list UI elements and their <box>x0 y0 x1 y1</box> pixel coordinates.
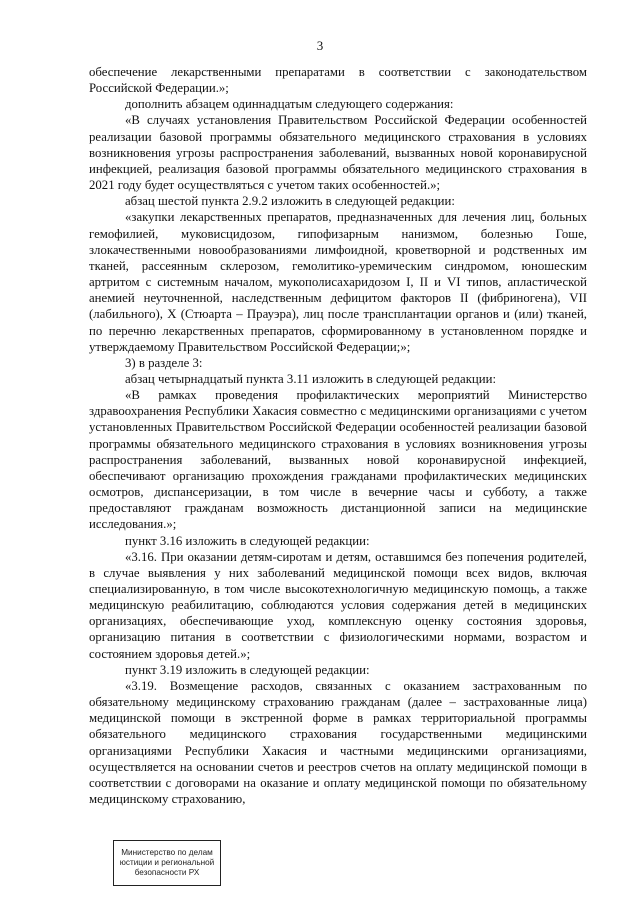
paragraph-quoted-text: «3.19. Возмещение расходов, связанных с оказанием застрахованным по обязательному медицинскому страхованию гражданам (далее – застрахованные лица) медицинской помощи в экстренной форме в рамках территориальной программы обязательного медицинского страхования государственными медицинскими организациями Республики Хакасия и частными медицинскими организациями, осуществляется на основании счетов и реестров счетов на оплату медицинской помощи в соответствии с договорами на оказание и оплату медицинской помощи по обязательному медицинскому страхованию, <box>89 678 587 807</box>
stamp-line: безопасности РХ <box>134 868 200 877</box>
paragraph-quoted-text: «3.16. При оказании детям-сиротам и детям, оставшимся без попечения родителей, в случае выявления у них заболеваний медицинской помощи всех видов, включая специализированную, в том числе высокотехнологичную медицинскую помощь, а также медицинскую реабилитацию, соблюдаются условия содержания детей в медицинских организациях, обеспечивающие уход, комплексную оценку состояния здоровья, организацию питания в соответствии с физиологическими нормами, возрастом и состоянием здоровья детей.»; <box>89 549 587 661</box>
paragraph-continuation: обеспечение лекарственными препаратами в соответствии с законодательством Российской Федерации.»; <box>89 65 587 96</box>
paragraph-section-item: 3) в разделе 3: <box>125 355 203 370</box>
paragraph-amendment-instruction: абзац четырнадцатый пункта 3.11 изложить в следующей редакции: <box>125 371 497 386</box>
paragraph-quoted-text: «В случаях установления Правительством Российской Федерации особенностей реализации базовой программы обязательного медицинского страхования в условиях возникновения угрозы распространения заболеваний, вызванных новой коронавирусной инфекцией, реализация базовой программы обязательного медицинского страхования в 2021 году будет осуществляться с учетом таких особенностей.»; <box>89 113 587 193</box>
paragraph-amendment-instruction: абзац шестой пункта 2.9.2 изложить в следующей редакции: <box>125 194 455 209</box>
paragraph-amendment-instruction: дополнить абзацем одиннадцатым следующего содержания: <box>125 97 454 112</box>
paragraph-quoted-text: «В рамках проведения профилактических мероприятий Министерство здравоохранения Республики Хакасия совместно с медицинскими организациями с учетом установленных Правительством Российской Федерации особенностей реализации базовой программы обязательного медицинского страхования в условиях возникновения угрозы распространения заболеваний, вызванных новой коронавирусной инфекцией, обеспечивают организацию прохождения гражданами профилактических медицинских осмотров, диспансеризации, в том числе в вечерние часы и субботу, а также предоставляют гражданам возможность дистанционной записи на медицинские исследования.»; <box>89 388 587 532</box>
document-body <box>89 64 587 807</box>
stamp-line: Министерство по делам <box>121 848 213 857</box>
paragraph-amendment-instruction: пункт 3.19 изложить в следующей редакции: <box>125 662 370 677</box>
stamp-line: юстиции и региональной <box>119 858 215 867</box>
ministry-stamp <box>113 840 221 886</box>
paragraph-quoted-text: «закупки лекарственных препаратов, предназначенных для лечения лиц, больных гемофилией, муковисцидозом, гипофизарным нанизмом, болезнью Гоше, злокачественными новообразованиями лимфоидной, кроветворной и родственных им тканей, рассеянным склерозом, гемолитико-уремическим синдромом, юношеским артритом с системным началом, мукополисахаридозом I, II и VI типов, апластической анемией неуточненной, наследственным дефицитом факторов II (фибриногена), VII (лабильного), X (Стюарта – Прауэра), лиц после трансплантации органов и (или) тканей, по перечню лекарственных препаратов, сформированному в установленном порядке и утверждаемому Правительством Российской Федерации;»; <box>89 210 587 354</box>
page-number: 3 <box>316 38 324 53</box>
paragraph-amendment-instruction: пункт 3.16 изложить в следующей редакции: <box>125 533 370 548</box>
